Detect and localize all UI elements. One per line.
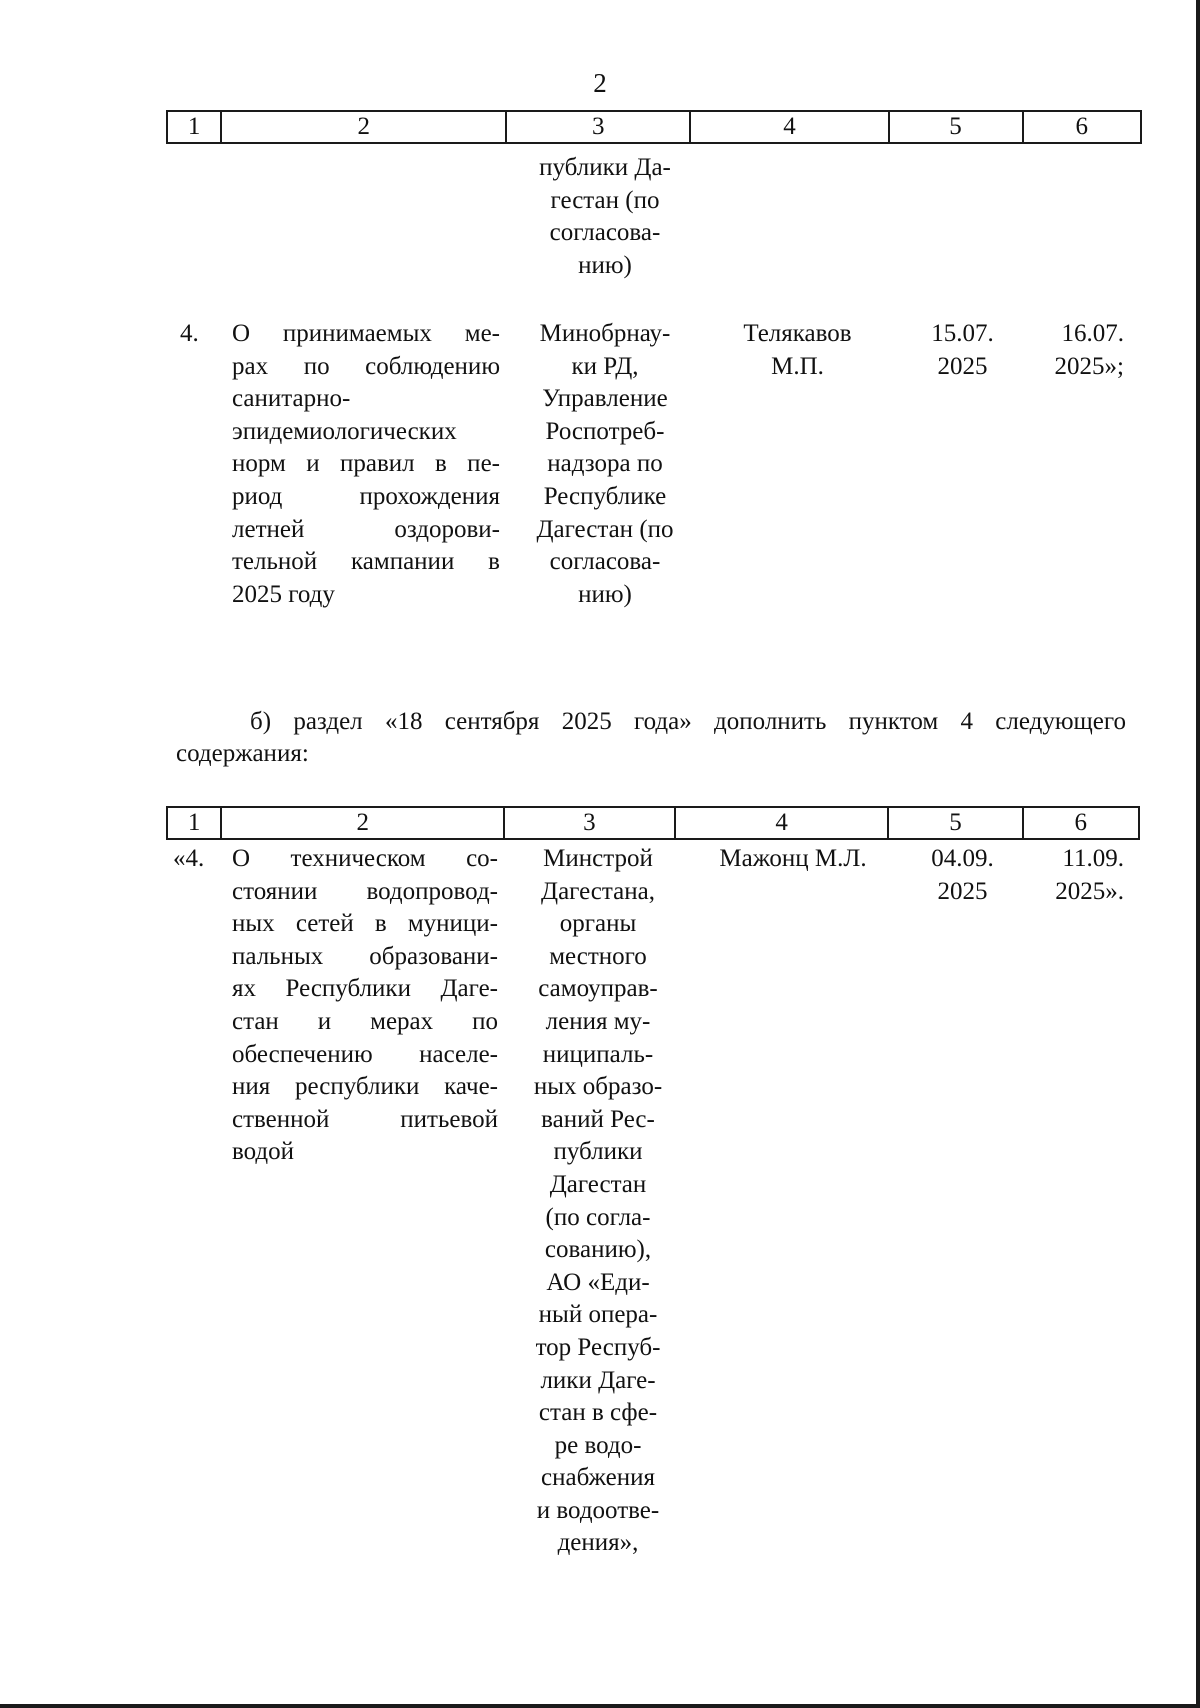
text-line: Минстрой: [543, 845, 653, 872]
table1-header-cell: 4: [690, 111, 888, 143]
text-line: Минобрнау-: [539, 320, 671, 347]
text-line: ях Республики Даге-: [232, 975, 498, 1003]
text-line: эпидемиологических: [232, 417, 457, 445]
table2-row-date1: [905, 843, 1020, 908]
table2-header-cell: 6: [1023, 807, 1139, 839]
table2-header-cell: 3: [504, 807, 675, 839]
text-line: сованию),: [544, 1236, 652, 1264]
text-line: согласова-: [549, 548, 661, 576]
table1-row-responsible-org: [515, 318, 695, 611]
text-line: ваний Рес-: [541, 1105, 655, 1133]
table2-header-cell: 1: [167, 807, 221, 839]
text-line: норм и правил в пе-: [232, 450, 500, 478]
text-line: надзора по: [547, 450, 663, 478]
paragraph-line: б) раздел «18 сентября 2025 года» дополнить пунктом 4 следующего: [250, 708, 1126, 735]
table2-header-cell: 4: [675, 807, 889, 839]
table1-row-date2: [1030, 318, 1124, 383]
table1-header-cell: 5: [889, 111, 1023, 143]
page-number: 2: [593, 68, 607, 98]
body-paragraph: [176, 706, 1126, 770]
text-line: публики Да-: [539, 154, 671, 181]
table1-header-cell: 6: [1023, 111, 1141, 143]
text-line: М.П.: [771, 352, 824, 380]
text-line: 2025: [937, 877, 988, 905]
table1-header-cell: 1: [167, 111, 221, 143]
text-line: О принимаемых ме-: [232, 320, 500, 347]
text-line: 11.09.: [1062, 845, 1124, 872]
text-line: тор Респуб-: [535, 1333, 661, 1361]
table2-header-cell: 2: [221, 807, 504, 839]
text-line: обеспечению населе-: [232, 1040, 498, 1068]
text-line: О техническом со-: [232, 845, 498, 872]
text-line: снабжения: [541, 1464, 655, 1492]
text-line: летней оздорови-: [232, 515, 500, 543]
text-line: (по согла-: [545, 1203, 651, 1231]
table1-row-number: 4.: [180, 320, 199, 347]
text-line: местного: [549, 942, 647, 970]
text-line: согласова-: [549, 219, 661, 247]
text-line: ки РД,: [571, 352, 639, 380]
text-line: ниципаль-: [542, 1040, 654, 1068]
text-line: 15.07.: [931, 320, 994, 347]
text-line: нию): [578, 251, 632, 279]
table2-header: [166, 806, 1140, 840]
text-line: Республике: [543, 482, 667, 510]
text-line: Дагестана,: [541, 877, 655, 905]
text-line: 2025»;: [1054, 352, 1124, 380]
table2-row-responsible-org: [513, 843, 683, 1560]
table1-row-speaker: [700, 318, 895, 383]
table2-row-date2: [1030, 843, 1124, 908]
text-line: стан и мерах по: [232, 1007, 498, 1035]
text-line: 16.07.: [1061, 320, 1124, 347]
table1-row-topic: [232, 318, 500, 611]
text-line: Дагестан: [549, 1170, 647, 1198]
text-line: ственной питьевой: [232, 1105, 498, 1133]
text-line: 04.09.: [931, 845, 994, 872]
text-line: пальных образовани-: [232, 942, 498, 970]
table2-row-number: «4.: [173, 845, 205, 872]
text-line: стан в сфе-: [538, 1399, 658, 1427]
text-line: Телякавов: [743, 320, 852, 347]
text-line: 2025».: [1055, 877, 1124, 905]
text-line: АО «Еди-: [546, 1268, 650, 1296]
text-line: Дагестан (по: [536, 515, 674, 543]
text-line: ных сетей в муници-: [232, 910, 498, 938]
text-line: самоуправ-: [538, 975, 658, 1003]
text-line: Роспотреб-: [545, 417, 665, 445]
table1-continuation-col3: [520, 152, 690, 282]
text-line: 2025: [937, 352, 988, 380]
text-line: органы: [559, 910, 637, 938]
table1-header-cell: 3: [506, 111, 690, 143]
text-line: тельной кампании в: [232, 548, 500, 576]
paragraph-line: содержания:: [176, 740, 309, 767]
text-line: рах по соблюдению: [232, 352, 500, 380]
text-line: дения»,: [557, 1529, 639, 1557]
text-line: Управление: [542, 385, 668, 413]
table1-header: [166, 110, 1142, 144]
table2-row-topic: [232, 843, 498, 1169]
text-line: ный опера-: [538, 1301, 658, 1329]
text-line: ления му-: [545, 1007, 651, 1035]
table2-row-speaker: [688, 843, 898, 876]
text-line: санитарно-: [232, 385, 351, 413]
text-line: ре водо-: [554, 1431, 642, 1459]
text-line: ных образо-: [533, 1073, 663, 1101]
text-line: водой: [232, 1138, 295, 1166]
table1-row-date1: [905, 318, 1020, 383]
text-line: 2025 году: [232, 580, 335, 608]
table2-header-cell: 5: [888, 807, 1022, 839]
table1-header-cell: 2: [221, 111, 506, 143]
text-line: гестан (по: [550, 186, 660, 214]
text-line: стоянии водопровод-: [232, 877, 498, 905]
text-line: публики: [553, 1138, 643, 1166]
text-line: лики Даге-: [540, 1366, 656, 1394]
text-line: нию): [578, 580, 632, 608]
text-line: и водоотве-: [536, 1496, 660, 1524]
text-line: риод прохождения: [232, 482, 500, 510]
text-line: ния республики каче-: [232, 1073, 498, 1101]
text-line: Мажонц М.Л.: [719, 845, 867, 872]
